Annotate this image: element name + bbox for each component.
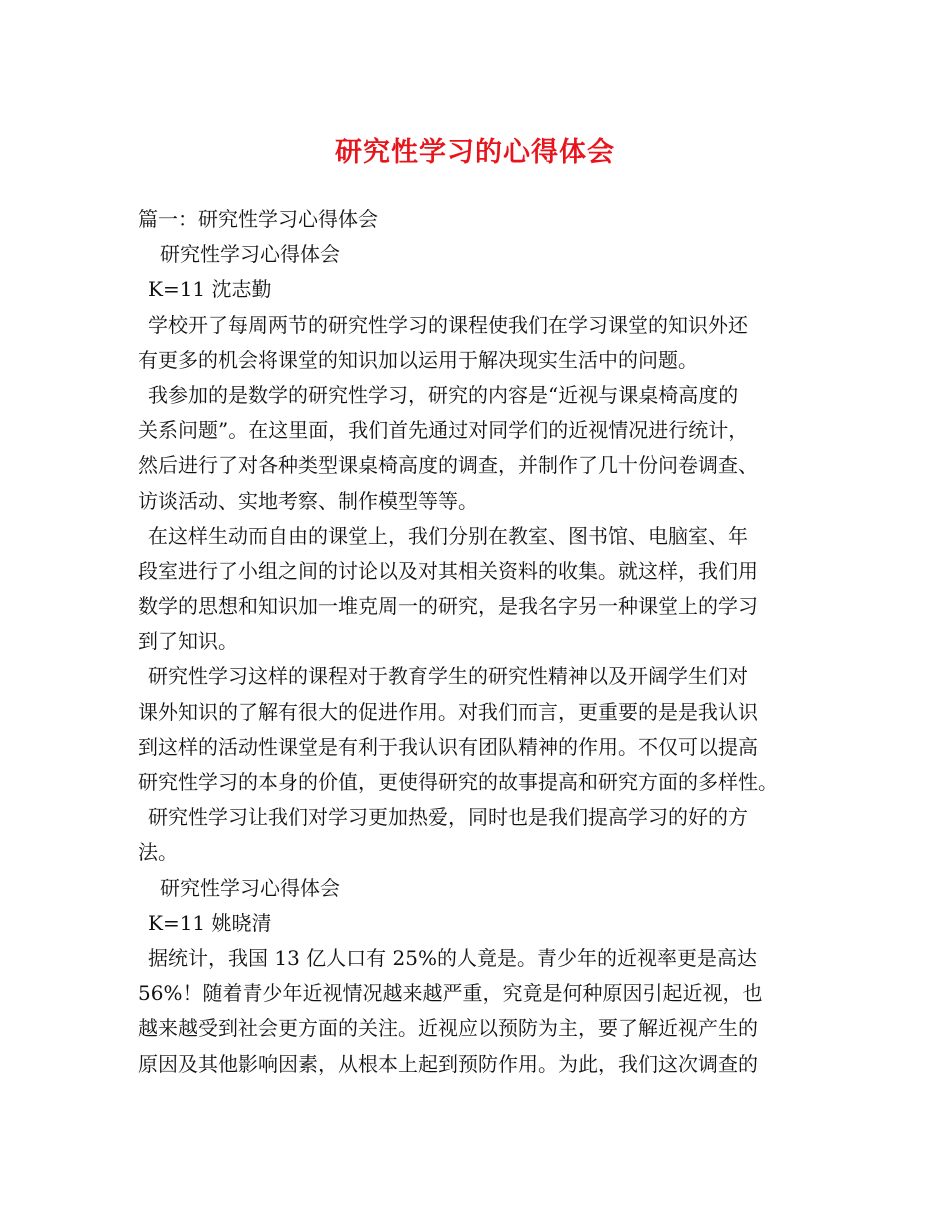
text-line: 到了知识。 (138, 629, 238, 654)
text-line: 有更多的机会将课堂的知识加以运用于解决现实生活中的问题。 (138, 347, 698, 372)
text-line: 篇一：研究性学习心得体会 (138, 207, 378, 231)
document-body (138, 202, 838, 1082)
text-line: 访谈活动、实地考察、制作模型等等。 (138, 488, 478, 513)
text-line: 研究性学习心得体会 (160, 875, 340, 900)
text-line: 学校开了每周两节的研究性学习的课程使我们在学习课堂的知识外还 (148, 312, 748, 337)
text-line: 原因及其他影响因素，从根本上起到预防作用。为此，我们这次调查的 (138, 1051, 758, 1076)
text-line: 在这样生动而自由的课堂上，我们分别在教室、图书馆、电脑室、年 (148, 523, 748, 548)
text-line: K=11 姚晓清 (148, 910, 272, 935)
text-line: 据统计，我国 13 亿人口有 25%的人竟是。青少年的近视率更是高达 (148, 945, 757, 970)
text-line: 关系问题”。在这里面，我们首先通过对同学们的近视情况进行统计， (138, 418, 749, 443)
text-line: K=11 沈志勤 (148, 277, 272, 302)
text-line: 我参加的是数学的研究性学习，研究的内容是“近视与课桌椅高度的 (148, 382, 739, 407)
document-title: 研究性学习的心得体会 (335, 137, 615, 168)
text-line: 到这样的活动性课堂是有利于我认识有团队精神的作用。不仅可以提高 (138, 734, 758, 759)
text-line: 研究性学习让我们对学习更加热爱，同时也是我们提高学习的好的方 (148, 805, 748, 830)
text-line: 研究性学习的本身的价值，更使得研究的故事提高和研究方面的多样性。 (138, 770, 778, 794)
text-line: 段室进行了小组之间的讨论以及对其相关资料的收集。就这样，我们用 (138, 558, 758, 583)
text-line: 研究性学习心得体会 (160, 242, 340, 267)
text-line: 越来越受到社会更方面的关注。近视应以预防为主，要了解近视产生的 (138, 1016, 758, 1041)
text-line: 研究性学习这样的课程对于教育学生的研究性精神以及开阔学生们对 (148, 664, 748, 689)
text-line: 56%！随着青少年近视情况越来越严重，究竟是何种原因引起近视，也 (138, 981, 763, 1006)
text-line: 课外知识的了解有很大的促进作用。对我们而言，更重要的是是我认识 (138, 699, 758, 724)
text-line: 数学的思想和知识加一堆克周一的研究，是我名字另一种课堂上的学习 (138, 594, 758, 619)
text-line: 法。 (138, 840, 178, 865)
text-line: 然后进行了对各种类型课桌椅高度的调查，并制作了几十份问卷调查、 (138, 453, 758, 478)
